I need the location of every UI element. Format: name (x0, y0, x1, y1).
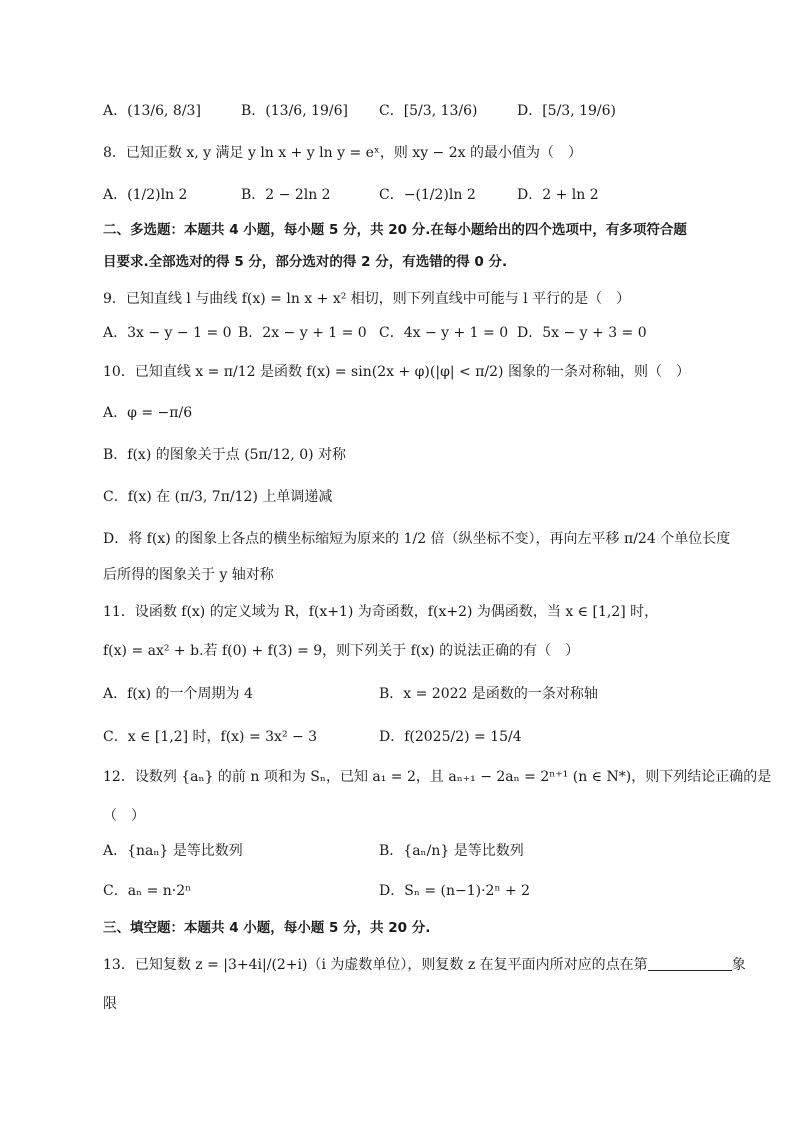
section3-heading: 三、填空题：本题共 4 小题，每小题 5 分，共 20 分. (103, 920, 431, 936)
answer-blank[interactable] (648, 956, 732, 971)
q7-option-c: C．[5/3, 13/6) (379, 103, 478, 119)
q10-option-d-line2: 后所得的图象关于 y 轴对称 (103, 567, 274, 583)
q12-stem-line1: 12．设数列 {aₙ} 的前 n 项和为 Sₙ，已知 a₁ = 2，且 aₙ₊₁ − 2aₙ = 2ⁿ⁺¹ (n ∈ N*)，则下列结论正确的是 (103, 769, 772, 785)
q10-option-b: B．f(x) 的图象关于点 (5π/12, 0) 对称 (103, 447, 347, 463)
q8-stem: 8．已知正数 x, y 满足 y ln x + y ln y = eˣ，则 xy − 2x 的最小值为（ ） (103, 145, 582, 161)
q13-stem-text: 13．已知复数 z = |3+4i|/(2+i)（i 为虚数单位），则复数 z 在复平面内所对应的点在第 (103, 957, 648, 973)
q11-stem-line1: 11．设函数 f(x) 的定义域为 R，f(x+1) 为奇函数，f(x+2) 为偶函数，当 x ∈ [1,2] 时， (103, 604, 659, 620)
q11-option-a: A．f(x) 的一个周期为 4 (103, 686, 253, 702)
q11-option-c: C．x ∈ [1,2] 时，f(x) = 3x² − 3 (103, 729, 318, 745)
q9-option-b: B．2x − y + 1 = 0 (238, 325, 367, 341)
section2-heading-line2: 目要求.全部选对的得 5 分，部分选对的得 2 分，有选错的得 0 分. (103, 254, 508, 270)
q13-stem-line2: 限 (103, 996, 117, 1012)
q13-stem-tail: 象 (731, 957, 746, 973)
q9-option-d: D．5x − y + 3 = 0 (517, 325, 647, 341)
q8-option-a: A．(1/2)ln 2 (103, 187, 188, 203)
q7-option-d: D．[5/3, 19/6) (517, 103, 617, 119)
q12-option-d: D．Sₙ = (n−1)·2ⁿ + 2 (379, 883, 531, 899)
q8-option-b: B．2 − 2ln 2 (241, 187, 331, 203)
q11-option-d: D．f(2025/2) = 15/4 (379, 729, 522, 745)
q10-stem: 10．已知直线 x = π/12 是函数 f(x) = sin(2x + φ)(|φ| < π/2) 图象的一条对称轴，则（ ） (103, 364, 690, 380)
q12-option-c: C．aₙ = n·2ⁿ (103, 883, 192, 899)
q7-option-b: B．(13/6, 19/6] (241, 103, 348, 119)
q12-option-a: A．{naₙ} 是等比数列 (103, 843, 243, 859)
q13-stem (103, 954, 746, 976)
q9-option-c: C．4x − y + 1 = 0 (379, 325, 509, 341)
q10-option-a: A．φ = −π/6 (103, 405, 193, 421)
q10-option-d-line1: D．将 f(x) 的图象上各点的横坐标缩短为原来的 1/2 倍（纵坐标不变），再向左平移 π/24 个单位长度 (103, 531, 731, 547)
q12-option-b: B．{aₙ/n} 是等比数列 (379, 843, 524, 859)
q11-stem-line2: f(x) = ax² + b.若 f(0) + f(3) = 9，则下列关于 f(x) 的说法正确的有（ ） (103, 643, 580, 659)
q11-option-b: B．x = 2022 是函数的一条对称轴 (379, 686, 598, 702)
q7-option-a: A．(13/6, 8/3] (103, 103, 201, 119)
q9-stem: 9．已知直线 l 与曲线 f(x) = ln x + x² 相切，则下列直线中可能与 l 平行的是（ ） (103, 291, 631, 307)
q8-option-c: C．−(1/2)ln 2 (379, 187, 476, 203)
q8-option-d: D．2 + ln 2 (517, 187, 599, 203)
q12-stem-line2: （ ） (103, 808, 145, 824)
q10-option-c: C．f(x) 在 (π/3, 7π/12) 上单调递减 (103, 489, 333, 505)
section2-heading-line1: 二、多选题：本题共 4 小题，每小题 5 分，共 20 分.在每小题给出的四个选项中，有多项符合题 (103, 222, 687, 238)
q9-option-a: A．3x − y − 1 = 0 (103, 325, 232, 341)
